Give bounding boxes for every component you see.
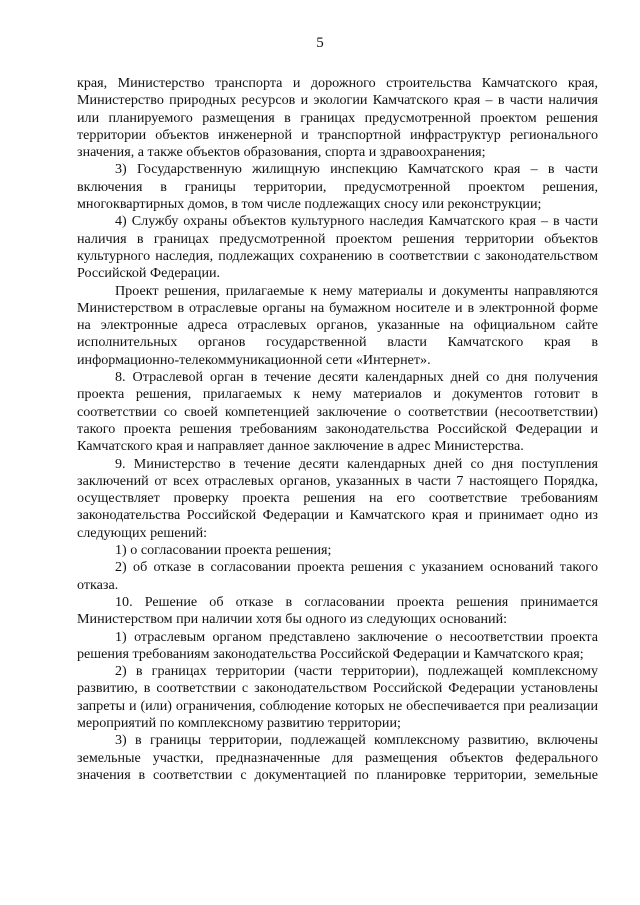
list-item: 2) об отказе в согласовании проекта решения с указанием оснований такого отказа. [77,559,598,593]
paragraph: 8. Отраслевой орган в течение десяти календарных дней со дня получения проекта решения, прилагаемых к нему материалов и документов готовит в соответствии со своей компетенцией заключение о соответствии (несоответствии) такого проекта решения требованиям законодательства Российской Федерации и Камчатского края и направляет данное заключение в адрес Министерства. [77,369,598,455]
paragraph: 4) Службу охраны объектов культурного наследия Камчатского края – в части наличия в границах предусмотренной проектом решения территории объектов культурного наследия, подлежащих сохранению в соответствии с законодательством Российской Федерации. [77,213,598,282]
paragraph: 9. Министерство в течение десяти календарных дней со дня поступления заключений от всех отраслевых органов, указанных в части 7 настоящего Порядка, осуществляет проверку проекта решения на его соответствие требованиям законодательства Российской Федерации и Камчатского края и принимает одно из следующих решений: [77,455,598,541]
list-item: 1) отраслевым органом представлено заключение о несоответствии проекта решения требованиям законодательства Российской Федерации и Камчатского края; [77,628,598,662]
paragraph: 10. Решение об отказе в согласовании проекта решения принимается Министерством при наличии хотя бы одного из следующих оснований: [77,593,598,628]
paragraph: Проект решения, прилагаемые к нему материалы и документы направляются Министерством в отраслевые органы на бумажном носителе и в электронной форме на электронные адреса отраслевых органов, указанные на официальном сайте исполнительных органов государственной власти Камчатского края в информационно-телекоммуникационной сети «Интернет». [77,282,598,368]
document-body [77,75,598,784]
paragraph: 3) Государственную жилищную инспекцию Камчатского края – в части включения в границы территории, предусмотренной проектом решения, многоквартирных домов, в том числе подлежащих сносу или реконструкции; [77,161,598,213]
list-item: 2) в границах территории (части территории), подлежащей комплексному развитию, в соответствии с законодательством Российской Федерации установлены запреты и (или) ограничения, соблюдение которых не обеспечивается при реализации мероприятий по комплексному развитию территории; [77,663,598,731]
page-number: 5 [316,35,324,51]
list-item: 3) в границы территории, подлежащей комплексному развитию, включены земельные участки, предназначенные для размещения объектов федерального значения в соответствии с документацией по планировке территории, земельные [77,732,598,783]
list-item: 1) о согласовании проекта решения; [115,542,332,559]
paragraph: края, Министерство транспорта и дорожного строительства Камчатского края, Министерство природных ресурсов и экологии Камчатского края – в части наличия или планируемого размещения в границах предусмотренной проектом решения территории объектов инженерной и транспортной инфраструктур регионального значения, а также объектов образования, спорта и здравоохранения; [77,75,598,161]
